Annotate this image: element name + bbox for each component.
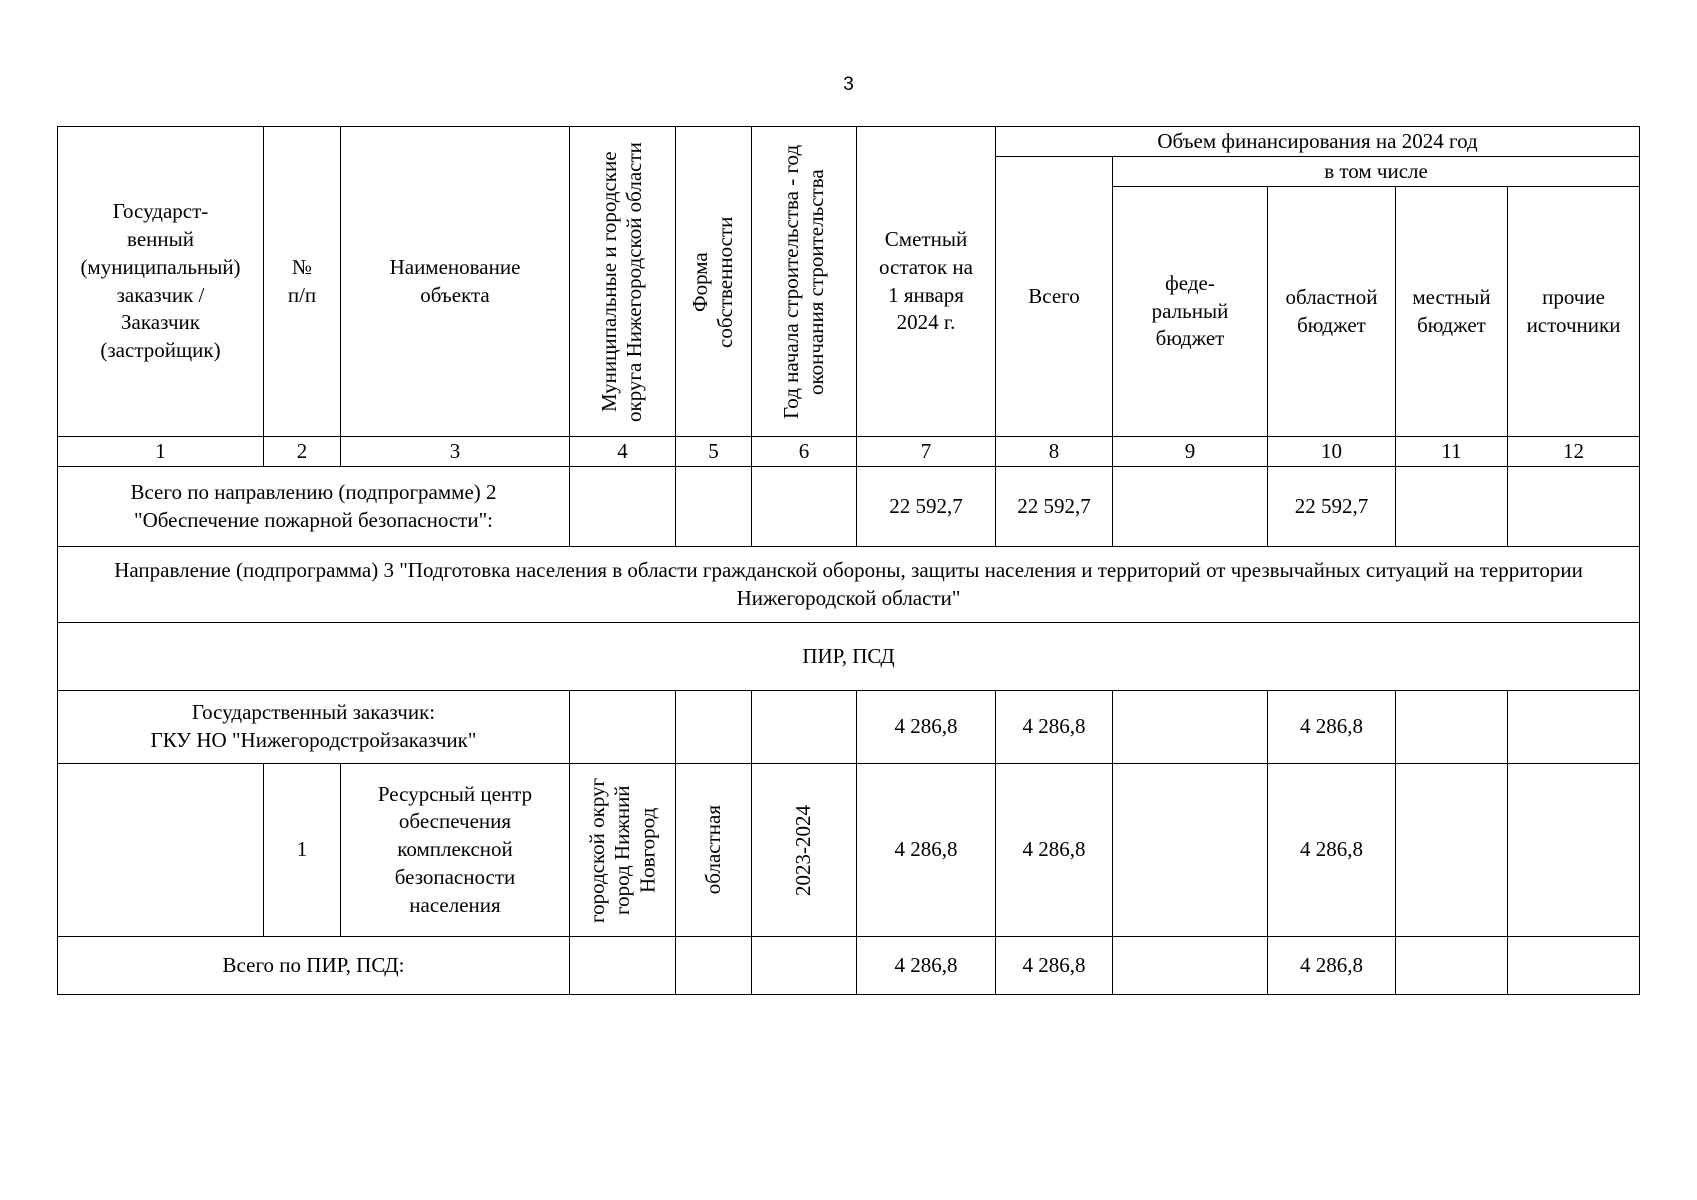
table-row-total-direction-2	[58, 467, 1640, 547]
table-row-total-section	[58, 937, 1640, 995]
total-section-estimate: 4 286,8	[857, 937, 996, 995]
empty-cell	[1396, 691, 1508, 764]
object-municipality-text: городской округ город Нижний Новгород	[584, 777, 660, 923]
header-number: № п/п	[264, 127, 341, 437]
page-number: 3	[843, 74, 854, 95]
object-years-text: 2023-2024	[791, 804, 816, 896]
object-name: Ресурсный центр обеспечения комплексной безопасности населения	[341, 764, 570, 937]
column-number: 2	[264, 437, 341, 467]
column-number: 8	[996, 437, 1113, 467]
column-number: 4	[570, 437, 676, 467]
header-local: местный бюджет	[1396, 187, 1508, 437]
column-number: 7	[857, 437, 996, 467]
column-number: 5	[676, 437, 752, 467]
customer-regional: 4 286,8	[1268, 691, 1396, 764]
column-number: 11	[1396, 437, 1508, 467]
empty-cell	[752, 467, 857, 547]
customer-label: Государственный заказчик: ГКУ НО "Нижегородстройзаказчик"	[58, 691, 570, 764]
empty-cell	[1508, 937, 1640, 995]
header-estimate: Сметный остаток на 1 января 2024 г.	[857, 127, 996, 437]
column-number: 3	[341, 437, 570, 467]
column-number: 10	[1268, 437, 1396, 467]
object-regional: 4 286,8	[1268, 764, 1396, 937]
section-label: ПИР, ПСД	[58, 623, 1640, 691]
header-municipality-text: Муниципальные и городские округа Нижегородской области	[597, 141, 647, 422]
empty-cell	[570, 937, 676, 995]
empty-cell	[1396, 467, 1508, 547]
empty-cell	[752, 937, 857, 995]
empty-cell	[1508, 764, 1640, 937]
column-number: 9	[1113, 437, 1268, 467]
column-numbers-row	[58, 437, 1640, 467]
empty-cell	[1508, 467, 1640, 547]
empty-cell	[1508, 691, 1640, 764]
empty-cell	[58, 764, 264, 937]
header-row-1	[58, 127, 1640, 157]
header-years	[752, 127, 857, 437]
empty-cell	[1396, 764, 1508, 937]
column-number: 6	[752, 437, 857, 467]
empty-cell	[676, 937, 752, 995]
total-section-total: 4 286,8	[996, 937, 1113, 995]
total-direction-2-total: 22 592,7	[996, 467, 1113, 547]
table-row-object	[58, 764, 1640, 937]
direction-3-label: Направление (подпрограмма) 3 "Подготовка населения в области гражданской обороны, защиты населения и территорий от чрезвычайных ситуаций на территории Нижегородской области"	[58, 547, 1640, 623]
column-number: 1	[58, 437, 264, 467]
empty-cell	[570, 691, 676, 764]
column-number: 12	[1508, 437, 1640, 467]
investment-table	[57, 126, 1640, 995]
table-row-direction-3	[58, 547, 1640, 623]
header-other: прочие источники	[1508, 187, 1640, 437]
header-object-name: Наименование объекта	[341, 127, 570, 437]
table-row-customer	[58, 691, 1640, 764]
header-municipality	[570, 127, 676, 437]
object-estimate: 4 286,8	[857, 764, 996, 937]
header-ownership-text: Форма собственности	[688, 215, 738, 348]
object-ownership-text: областная	[700, 805, 725, 895]
empty-cell	[676, 691, 752, 764]
object-ownership	[676, 764, 752, 937]
empty-cell	[752, 691, 857, 764]
total-direction-2-label: Всего по направлению (подпрограмме) 2 "Обеспечение пожарной безопасности":	[58, 467, 570, 547]
object-number: 1	[264, 764, 341, 937]
empty-cell	[1113, 937, 1268, 995]
customer-total: 4 286,8	[996, 691, 1113, 764]
header-customer: Государст- венный (муниципальный) заказчик / Заказчик (застройщик)	[58, 127, 264, 437]
header-total: Всего	[996, 157, 1113, 437]
customer-estimate: 4 286,8	[857, 691, 996, 764]
header-including: в том числе	[1113, 157, 1640, 187]
header-years-text: Год начала строительства - год окончания строительства	[778, 144, 828, 419]
empty-cell	[1396, 937, 1508, 995]
total-section-label: Всего по ПИР, ПСД:	[58, 937, 570, 995]
empty-cell	[1113, 467, 1268, 547]
header-funding-title: Объем финансирования на 2024 год	[996, 127, 1640, 157]
total-direction-2-estimate: 22 592,7	[857, 467, 996, 547]
header-federal: феде- ральный бюджет	[1113, 187, 1268, 437]
object-years	[752, 764, 857, 937]
header-regional: областной бюджет	[1268, 187, 1396, 437]
total-direction-2-regional: 22 592,7	[1268, 467, 1396, 547]
empty-cell	[570, 467, 676, 547]
object-total: 4 286,8	[996, 764, 1113, 937]
empty-cell	[1113, 764, 1268, 937]
total-section-regional: 4 286,8	[1268, 937, 1396, 995]
object-municipality	[570, 764, 676, 937]
table-row-section	[58, 623, 1640, 691]
header-ownership	[676, 127, 752, 437]
empty-cell	[676, 467, 752, 547]
empty-cell	[1113, 691, 1268, 764]
